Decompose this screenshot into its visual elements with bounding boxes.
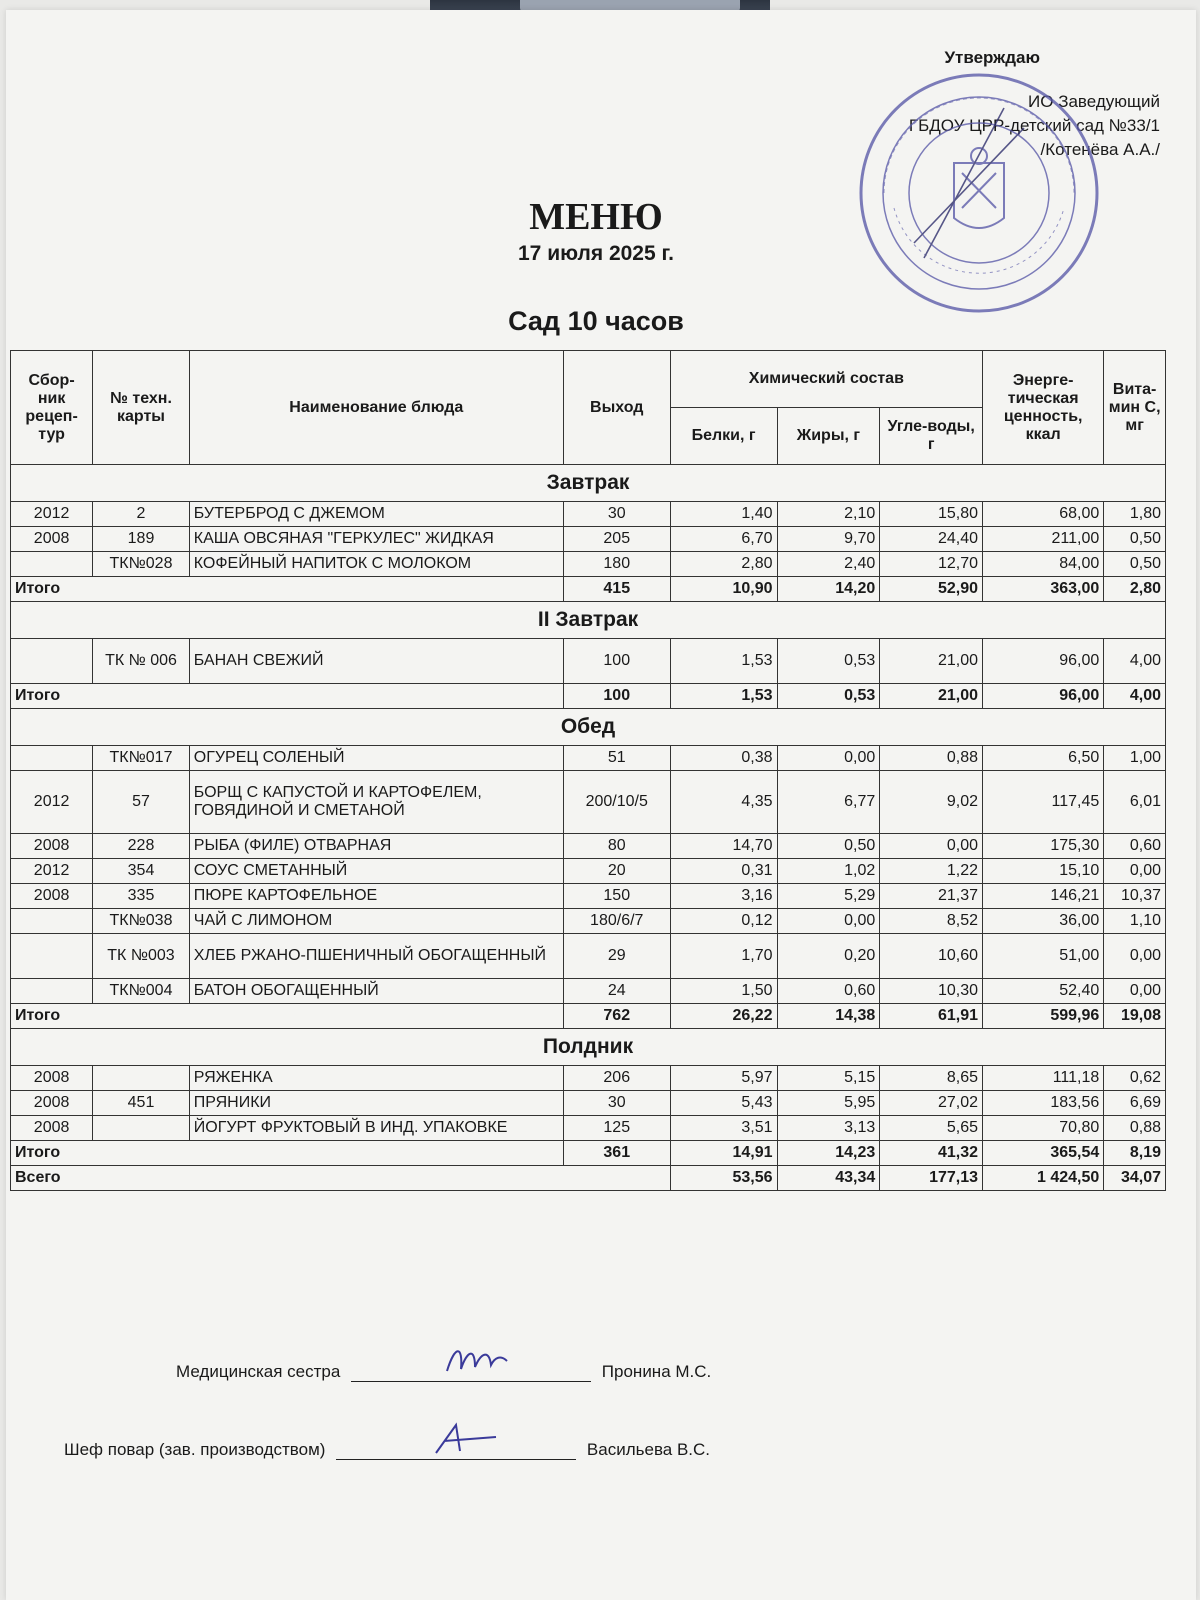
cell-carbs: 10,30 — [880, 979, 983, 1004]
section-row — [11, 1029, 1166, 1066]
cell-yield: 24 — [563, 979, 670, 1004]
cell-yield: 180/6/7 — [563, 909, 670, 934]
cell-yield: 125 — [563, 1116, 670, 1141]
cell-dish-name: БАНАН СВЕЖИЙ — [189, 639, 563, 684]
section-row — [11, 465, 1166, 502]
table-row — [11, 552, 1166, 577]
cell-protein: 0,31 — [670, 859, 777, 884]
header-fat: Жиры, г — [777, 408, 880, 465]
cell-protein: 1,40 — [670, 502, 777, 527]
cell-dish-name: РЫБА (ФИЛЕ) ОТВАРНАЯ — [189, 834, 563, 859]
total-vitc: 8,19 — [1104, 1141, 1166, 1166]
cell-dish-name: ЧАЙ С ЛИМОНОМ — [189, 909, 563, 934]
cell-collection: 2008 — [11, 884, 93, 909]
cell-vitc: 0,88 — [1104, 1116, 1166, 1141]
cell-vitc: 0,50 — [1104, 552, 1166, 577]
section-title: Полдник — [11, 1029, 1166, 1066]
total-vitc: 4,00 — [1104, 684, 1166, 709]
total-carbs: 52,90 — [880, 577, 983, 602]
cell-yield: 29 — [563, 934, 670, 979]
cell-energy: 36,00 — [983, 909, 1104, 934]
section-title: Обед — [11, 709, 1166, 746]
cell-energy: 111,18 — [983, 1066, 1104, 1091]
cell-fat: 0,00 — [777, 746, 880, 771]
grand-total-carbs: 177,13 — [880, 1166, 983, 1191]
header-collection: Сбор-ник рецеп-тур — [11, 351, 93, 465]
cell-dish-name: ХЛЕБ РЖАНО-ПШЕНИЧНЫЙ ОБОГАЩЕННЫЙ — [189, 934, 563, 979]
total-fat: 14,38 — [777, 1004, 880, 1029]
menu-table-body — [11, 465, 1166, 1191]
total-label: Итого — [11, 1004, 564, 1029]
header-card: № техн. карты — [93, 351, 190, 465]
cell-vitc: 1,10 — [1104, 909, 1166, 934]
cell-energy: 175,30 — [983, 834, 1104, 859]
cell-protein: 5,43 — [670, 1091, 777, 1116]
cell-vitc: 6,01 — [1104, 771, 1166, 834]
cell-carbs: 8,65 — [880, 1066, 983, 1091]
header-chem: Химический состав — [670, 351, 982, 408]
cell-fat: 5,29 — [777, 884, 880, 909]
table-row — [11, 859, 1166, 884]
cell-yield: 80 — [563, 834, 670, 859]
cell-card: 57 — [93, 771, 190, 834]
chef-role: Шеф повар (зав. производством) — [64, 1440, 326, 1459]
cell-energy: 70,80 — [983, 1116, 1104, 1141]
section-title: II Завтрак — [11, 602, 1166, 639]
cell-energy: 96,00 — [983, 639, 1104, 684]
cell-dish-name: ПЮРЕ КАРТОФЕЛЬНОЕ — [189, 884, 563, 909]
grand-total-fat: 43,34 — [777, 1166, 880, 1191]
cell-collection — [11, 552, 93, 577]
cell-collection: 2008 — [11, 527, 93, 552]
cell-energy: 51,00 — [983, 934, 1104, 979]
table-row — [11, 502, 1166, 527]
total-yield: 762 — [563, 1004, 670, 1029]
cell-vitc: 4,00 — [1104, 639, 1166, 684]
total-yield: 361 — [563, 1141, 670, 1166]
cell-card: 354 — [93, 859, 190, 884]
cell-yield: 30 — [563, 1091, 670, 1116]
header-vitc: Вита-мин С, мг — [1104, 351, 1166, 465]
cell-card: ТК№004 — [93, 979, 190, 1004]
menu-date: 17 июля 2025 г. — [518, 242, 674, 265]
approval-organization: ГБДОУ ЦРР-детский сад №33/1 — [908, 116, 1160, 135]
page-title: МЕНЮ — [529, 196, 663, 238]
cell-card: 189 — [93, 527, 190, 552]
nurse-name: Пронина М.С. — [601, 1362, 712, 1381]
cell-card: ТК№038 — [93, 909, 190, 934]
table-row — [11, 771, 1166, 834]
table-row — [11, 639, 1166, 684]
total-energy: 363,00 — [983, 577, 1104, 602]
cell-fat: 0,60 — [777, 979, 880, 1004]
approval-position: ИО Заведующий — [1028, 92, 1160, 111]
cell-collection: 2012 — [11, 859, 93, 884]
total-row — [11, 1004, 1166, 1029]
menu-subtitle: Сад 10 часов — [508, 306, 684, 336]
grand-total-label: Всего — [11, 1166, 671, 1191]
cell-energy: 15,10 — [983, 859, 1104, 884]
cell-protein: 3,51 — [670, 1116, 777, 1141]
grand-total-energy: 1 424,50 — [983, 1166, 1104, 1191]
cell-collection — [11, 746, 93, 771]
cell-energy: 68,00 — [983, 502, 1104, 527]
cell-carbs: 27,02 — [880, 1091, 983, 1116]
cell-card: ТК №003 — [93, 934, 190, 979]
table-row — [11, 1116, 1166, 1141]
table-row — [11, 979, 1166, 1004]
cell-fat: 0,50 — [777, 834, 880, 859]
nurse-signature-mark — [441, 1341, 511, 1377]
chef-signature-mark — [426, 1419, 506, 1459]
cell-energy: 211,00 — [983, 527, 1104, 552]
cell-energy: 183,56 — [983, 1091, 1104, 1116]
cell-card: ТК№028 — [93, 552, 190, 577]
cell-yield: 205 — [563, 527, 670, 552]
cell-yield: 20 — [563, 859, 670, 884]
cell-yield: 180 — [563, 552, 670, 577]
table-row — [11, 934, 1166, 979]
cell-protein: 5,97 — [670, 1066, 777, 1091]
cell-dish-name: РЯЖЕНКА — [189, 1066, 563, 1091]
total-row — [11, 577, 1166, 602]
total-fat: 14,20 — [777, 577, 880, 602]
cell-vitc: 1,00 — [1104, 746, 1166, 771]
cell-fat: 9,70 — [777, 527, 880, 552]
cell-fat: 0,53 — [777, 639, 880, 684]
header-carbs: Угле-воды, г — [880, 408, 983, 465]
table-row — [11, 909, 1166, 934]
cell-collection: 2012 — [11, 502, 93, 527]
cell-dish-name: БАТОН ОБОГАЩЕННЫЙ — [189, 979, 563, 1004]
total-energy: 96,00 — [983, 684, 1104, 709]
cell-dish-name: КАША ОВСЯНАЯ "ГЕРКУЛЕС" ЖИДКАЯ — [189, 527, 563, 552]
cell-card: ТК № 006 — [93, 639, 190, 684]
total-label: Итого — [11, 1141, 564, 1166]
total-row — [11, 684, 1166, 709]
cell-carbs: 15,80 — [880, 502, 983, 527]
chef-signature-line — [64, 1440, 710, 1460]
cell-fat: 0,20 — [777, 934, 880, 979]
cell-vitc: 0,60 — [1104, 834, 1166, 859]
approval-title: Утверждаю — [944, 48, 1040, 67]
cell-fat: 3,13 — [777, 1116, 880, 1141]
cell-vitc: 1,80 — [1104, 502, 1166, 527]
total-fat: 0,53 — [777, 684, 880, 709]
cell-fat: 1,02 — [777, 859, 880, 884]
cell-carbs: 0,00 — [880, 834, 983, 859]
approval-signer: /Котенёва А.А./ — [1040, 140, 1160, 159]
cell-protein: 4,35 — [670, 771, 777, 834]
cell-yield: 100 — [563, 639, 670, 684]
chef-name: Васильева В.С. — [586, 1440, 711, 1459]
cell-protein: 6,70 — [670, 527, 777, 552]
cell-collection: 2012 — [11, 771, 93, 834]
cell-collection — [11, 639, 93, 684]
cell-protein: 2,80 — [670, 552, 777, 577]
total-protein: 1,53 — [670, 684, 777, 709]
cell-card: 451 — [93, 1091, 190, 1116]
cell-carbs: 21,00 — [880, 639, 983, 684]
cell-fat: 2,10 — [777, 502, 880, 527]
cell-carbs: 12,70 — [880, 552, 983, 577]
cell-card: 2 — [93, 502, 190, 527]
cell-energy: 52,40 — [983, 979, 1104, 1004]
total-fat: 14,23 — [777, 1141, 880, 1166]
menu-table — [10, 350, 1166, 1191]
total-label: Итого — [11, 577, 564, 602]
cell-fat: 2,40 — [777, 552, 880, 577]
grand-total-vitc: 34,07 — [1104, 1166, 1166, 1191]
cell-vitc: 0,00 — [1104, 859, 1166, 884]
cell-energy: 6,50 — [983, 746, 1104, 771]
cell-carbs: 9,02 — [880, 771, 983, 834]
cell-carbs: 21,37 — [880, 884, 983, 909]
nurse-signature-field — [351, 1363, 591, 1382]
cell-card: 335 — [93, 884, 190, 909]
cell-carbs: 1,22 — [880, 859, 983, 884]
cell-protein: 1,70 — [670, 934, 777, 979]
menu-sheet — [6, 10, 1196, 1600]
table-row — [11, 1066, 1166, 1091]
cell-fat: 6,77 — [777, 771, 880, 834]
cell-dish-name: СОУС СМЕТАННЫЙ — [189, 859, 563, 884]
cell-yield: 150 — [563, 884, 670, 909]
cell-fat: 5,15 — [777, 1066, 880, 1091]
total-protein: 14,91 — [670, 1141, 777, 1166]
cell-fat: 0,00 — [777, 909, 880, 934]
cell-dish-name: БОРЩ С КАПУСТОЙ И КАРТОФЕЛЕМ, ГОВЯДИНОЙ И СМЕТАНОЙ — [189, 771, 563, 834]
total-energy: 365,54 — [983, 1141, 1104, 1166]
cell-protein: 1,50 — [670, 979, 777, 1004]
cell-carbs: 10,60 — [880, 934, 983, 979]
cell-yield: 30 — [563, 502, 670, 527]
total-protein: 26,22 — [670, 1004, 777, 1029]
total-protein: 10,90 — [670, 577, 777, 602]
cell-collection: 2008 — [11, 834, 93, 859]
approval-block — [800, 46, 1160, 162]
table-header-row — [11, 351, 1166, 408]
cell-protein: 14,70 — [670, 834, 777, 859]
table-row — [11, 884, 1166, 909]
cell-collection: 2008 — [11, 1091, 93, 1116]
cell-fat: 5,95 — [777, 1091, 880, 1116]
cell-protein: 0,38 — [670, 746, 777, 771]
cell-protein: 1,53 — [670, 639, 777, 684]
cell-yield: 51 — [563, 746, 670, 771]
total-carbs: 41,32 — [880, 1141, 983, 1166]
section-row — [11, 709, 1166, 746]
cell-dish-name: ЙОГУРТ ФРУКТОВЫЙ В ИНД. УПАКОВКЕ — [189, 1116, 563, 1141]
cell-vitc: 0,00 — [1104, 979, 1166, 1004]
cell-vitc: 10,37 — [1104, 884, 1166, 909]
total-vitc: 2,80 — [1104, 577, 1166, 602]
cell-dish-name: ОГУРЕЦ СОЛЕНЫЙ — [189, 746, 563, 771]
cell-protein: 3,16 — [670, 884, 777, 909]
total-energy: 599,96 — [983, 1004, 1104, 1029]
cell-dish-name: КОФЕЙНЫЙ НАПИТОК С МОЛОКОМ — [189, 552, 563, 577]
cell-carbs: 0,88 — [880, 746, 983, 771]
total-yield: 415 — [563, 577, 670, 602]
table-row — [11, 834, 1166, 859]
nurse-signature-line — [176, 1362, 711, 1382]
cell-carbs: 24,40 — [880, 527, 983, 552]
section-title: Завтрак — [11, 465, 1166, 502]
table-row — [11, 1091, 1166, 1116]
table-row — [11, 527, 1166, 552]
cell-card — [93, 1116, 190, 1141]
cell-card — [93, 1066, 190, 1091]
cell-protein: 0,12 — [670, 909, 777, 934]
nurse-role: Медицинская сестра — [176, 1362, 341, 1381]
cell-collection — [11, 909, 93, 934]
grand-total-protein: 53,56 — [670, 1166, 777, 1191]
total-carbs: 21,00 — [880, 684, 983, 709]
cell-card: ТК№017 — [93, 746, 190, 771]
header-protein: Белки, г — [670, 408, 777, 465]
cell-yield: 200/10/5 — [563, 771, 670, 834]
total-row — [11, 1141, 1166, 1166]
cell-dish-name: БУТЕРБРОД С ДЖЕМОМ — [189, 502, 563, 527]
cell-carbs: 8,52 — [880, 909, 983, 934]
cell-yield: 206 — [563, 1066, 670, 1091]
total-carbs: 61,91 — [880, 1004, 983, 1029]
cell-vitc: 6,69 — [1104, 1091, 1166, 1116]
cell-collection: 2008 — [11, 1066, 93, 1091]
cell-energy: 84,00 — [983, 552, 1104, 577]
section-row — [11, 602, 1166, 639]
header-energy: Энерге-тическая ценность, ккал — [983, 351, 1104, 465]
cell-collection: 2008 — [11, 1116, 93, 1141]
cell-vitc: 0,50 — [1104, 527, 1166, 552]
total-label: Итого — [11, 684, 564, 709]
cell-carbs: 5,65 — [880, 1116, 983, 1141]
total-vitc: 19,08 — [1104, 1004, 1166, 1029]
chef-signature-field — [336, 1441, 576, 1460]
header-yield: Выход — [563, 351, 670, 465]
cell-energy: 146,21 — [983, 884, 1104, 909]
cell-card: 228 — [93, 834, 190, 859]
total-yield: 100 — [563, 684, 670, 709]
cell-vitc: 0,62 — [1104, 1066, 1166, 1091]
cell-vitc: 0,00 — [1104, 934, 1166, 979]
cell-collection — [11, 934, 93, 979]
cell-dish-name: ПРЯНИКИ — [189, 1091, 563, 1116]
table-row — [11, 746, 1166, 771]
cell-collection — [11, 979, 93, 1004]
header-dish: Наименование блюда — [189, 351, 563, 465]
cell-energy: 117,45 — [983, 771, 1104, 834]
grand-total-row — [11, 1166, 1166, 1191]
